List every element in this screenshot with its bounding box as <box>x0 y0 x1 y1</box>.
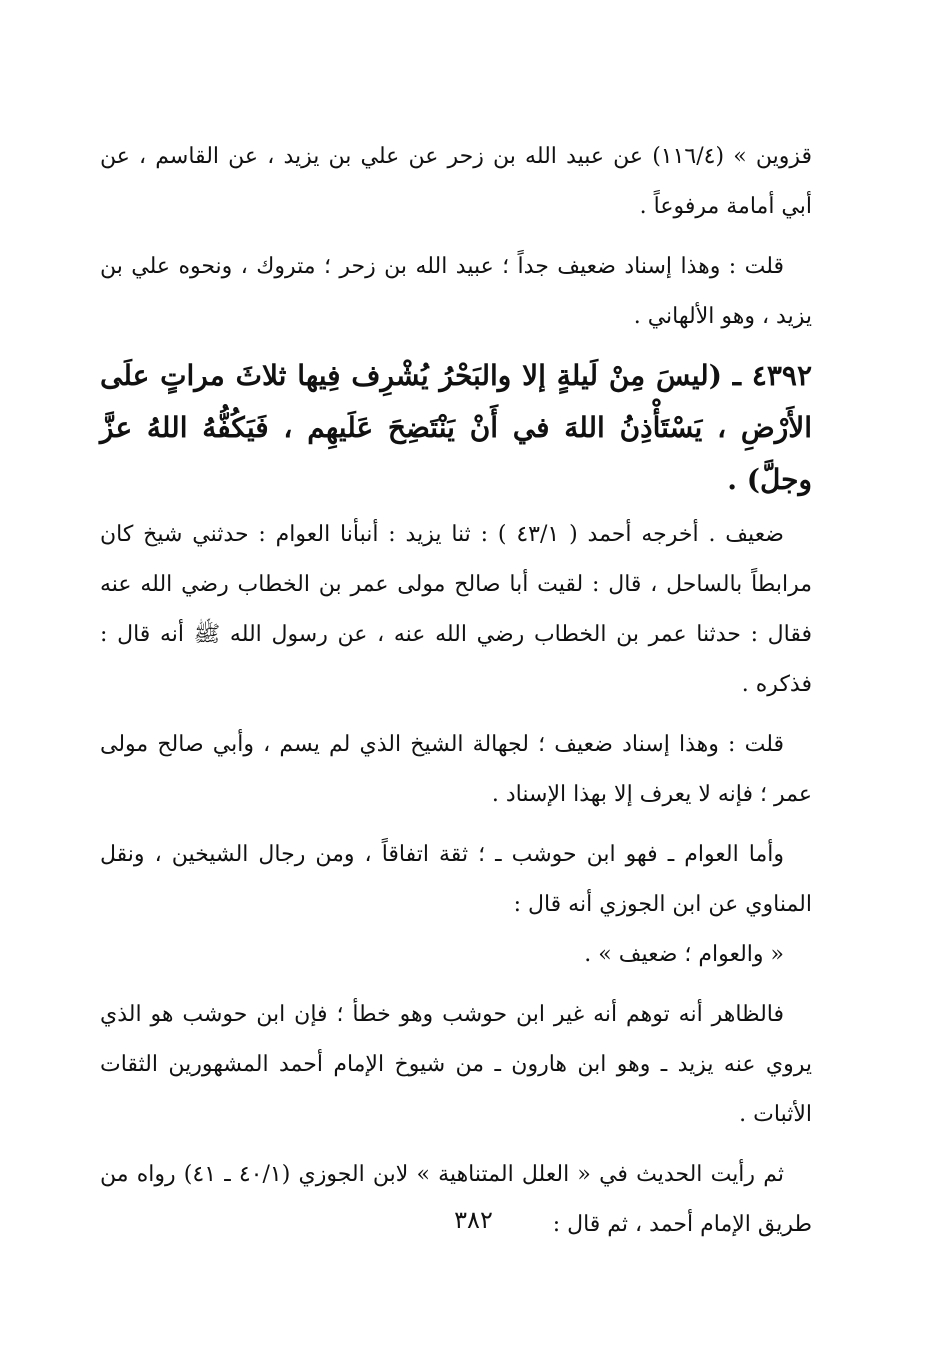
paragraph-continuation: قزوين » (١١٦/٤) عن عبيد الله بن زحر عن علي بن يزيد ، عن القاسم ، عن أبي أمامة مرفوعاً . <box>100 144 812 219</box>
paragraph-takhrij: ضعيف . أخرجه أحمد ( ٤٣/١ ) : ثنا يزيد : أنبأنا العوام : حدثني شيخ كان مرابطاً بالساحل ، قال : لقيت أبا صالح مولى عمر بن الخطاب رضي الله عنه فقال : حدثنا عمر بن الخطاب رضي الله عنه ، عن رسول الله ﷺ أنه قال : فذكره . <box>100 522 812 697</box>
paragraph-comment-2: قلت : وهذا إسناد ضعيف ؛ لجهالة الشيخ الذي لم يسم ، وأبي صالح مولى عمر ؛ فإنه لا يعرف إلا بهذا الإسناد . <box>100 732 812 807</box>
page-number: ٣٨٢ <box>454 1206 493 1234</box>
paragraph-quote: « والعوام ؛ ضعيف » . <box>584 942 784 967</box>
paragraph-awwam: وأما العوام ـ فهو ابن حوشب ـ ؛ ثقة اتفاقاً ، ومن رجال الشيخين ، ونقل المناوي عن ابن الجوزي أنه قال : <box>100 842 812 917</box>
paragraph-ilal: ثم رأيت الحديث في « العلل المتناهية » لابن الجوزي (٤٠/١ ـ ٤١) رواه من طريق الإمام أحمد ، ثم قال : <box>100 1162 812 1237</box>
hadith-heading: ٤٣٩٢ ـ (ليسَ مِنْ لَيلةٍ إلا والبَحْرُ يُشْرِف فِيها ثلاثَ مراتٍ علَى الأَرْضِ ، يَسْتَأْذِنُ اللهَ في أَنْ يَنْتَضِحَ عَلَيهِم ، فَيَكُفُّهُ اللهُ عزَّ وجلَّ) . <box>100 359 812 496</box>
page-body <box>100 132 812 1250</box>
paragraph-comment-1: قلت : وهذا إسناد ضعيف جداً ؛ عبيد الله بن زحر ؛ متروك ، ونحوه علي بن يزيد ، وهو الألهاني . <box>100 254 812 329</box>
paragraph-conclusion: فالظاهر أنه توهم أنه غير ابن حوشب وهو خطأ ؛ فإن ابن حوشب هو الذي يروي عنه يزيد ـ وهو ابن هارون ـ من شيوخ الإمام أحمد المشهورين الثقات الأثبات . <box>100 1002 812 1127</box>
